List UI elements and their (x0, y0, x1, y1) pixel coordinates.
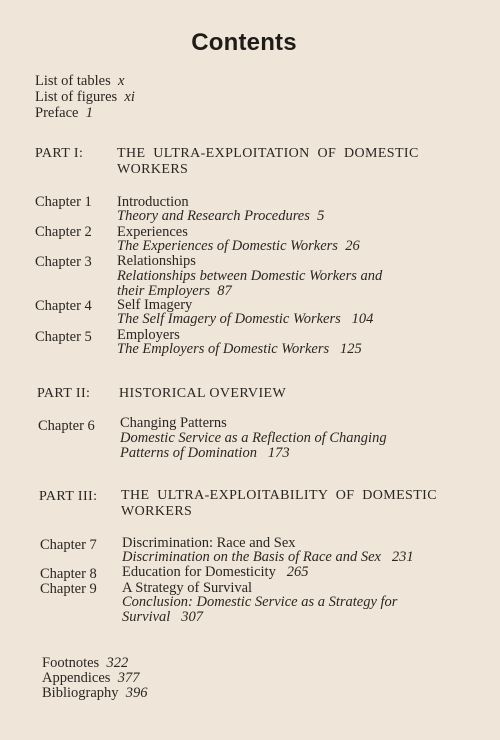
chapter-subtitle (117, 208, 324, 224)
page-title: Contents (191, 29, 297, 56)
chapter-subtitle-text: The Self Imagery of Domestic Workers (117, 311, 341, 327)
entry-label: Bibliography (42, 685, 119, 701)
chapter-label: Chapter 3 (35, 254, 92, 270)
page-number: x (117, 73, 125, 89)
chapter-subtitle (117, 238, 360, 254)
chapter-subtitle: Relationships between Domestic Workers and (117, 268, 383, 284)
page-number: 104 (351, 311, 374, 327)
chapter-label: Chapter 2 (35, 224, 92, 240)
page-number: 87 (217, 283, 232, 299)
part-label: PART III: (39, 489, 98, 504)
entry-label: Preface (35, 105, 79, 121)
page-number: 173 (267, 445, 290, 461)
page-number: 1 (85, 105, 93, 121)
chapter-label: Chapter 1 (35, 194, 92, 210)
front-matter-item (35, 105, 93, 121)
chapter-subtitle (122, 549, 414, 565)
part-title-continued: WORKERS (121, 504, 193, 519)
page-number: 231 (391, 549, 414, 565)
page-number: 5 (317, 208, 325, 224)
page-number: xi (124, 89, 135, 105)
chapter-title: Self Imagery (117, 297, 193, 313)
entry-label: Footnotes (42, 655, 100, 671)
back-matter-item (42, 685, 148, 701)
chapter-label: Chapter 4 (35, 298, 92, 314)
entry-label: Appendices (42, 670, 111, 686)
part-title: THE ULTRA-EXPLOITABILITY OF DOMESTIC (121, 488, 437, 503)
chapter-label: Chapter 6 (38, 418, 95, 434)
page-number: 26 (345, 238, 360, 254)
chapter-title: Introduction (117, 194, 189, 210)
chapter-label: Chapter 5 (35, 329, 92, 345)
chapter-subtitle-continued (122, 609, 203, 625)
chapter-title-text: Education for Domesticity (122, 564, 276, 580)
chapter-title: A Strategy of Survival (122, 580, 253, 596)
entry-label: List of figures (35, 89, 118, 105)
page-number: 307 (181, 609, 203, 625)
page-number: 396 (125, 685, 148, 701)
back-matter-item (42, 655, 128, 671)
chapter-label: Chapter 8 (40, 566, 97, 582)
chapter-label: Chapter 7 (40, 537, 97, 553)
chapter-label: Chapter 9 (40, 581, 97, 597)
chapter-subtitle-continued (120, 445, 290, 461)
page-number: 125 (339, 341, 362, 357)
chapter-subtitle-text: Theory and Research Procedures (117, 208, 310, 224)
front-matter-item (35, 73, 124, 89)
chapter-subtitle (117, 341, 362, 357)
chapter-title: Experiences (117, 224, 188, 240)
entry-label: List of tables (35, 73, 111, 89)
part-title-continued: WORKERS (117, 162, 189, 177)
page-number: 322 (106, 655, 129, 671)
chapter-title: Employers (117, 327, 180, 343)
chapter-subtitle: Domestic Service as a Reflection of Changing (120, 430, 387, 446)
back-matter-item (42, 670, 139, 686)
part-title: THE ULTRA-EXPLOITATION OF DOMESTIC (117, 146, 419, 161)
chapter-subtitle-text: The Experiences of Domestic Workers (117, 238, 338, 254)
chapter-title (122, 564, 308, 580)
part-title: HISTORICAL OVERVIEW (119, 386, 287, 401)
chapter-subtitle-text: The Employers of Domestic Workers (117, 341, 330, 357)
page-number: 265 (286, 564, 309, 580)
front-matter-item (35, 89, 135, 105)
part-label: PART II: (37, 386, 91, 401)
chapter-subtitle-text: Discrimination on the Basis of Race and Sex (122, 549, 381, 565)
chapter-subtitle-text: Patterns of Domination (120, 445, 257, 461)
chapter-title: Changing Patterns (120, 415, 227, 431)
chapter-subtitle (117, 311, 373, 327)
page-number: 377 (117, 670, 140, 686)
chapter-subtitle-text: their Employers (117, 283, 211, 299)
chapter-subtitle-text: Survival (122, 609, 171, 625)
chapter-title: Discrimination: Race and Sex (122, 535, 296, 551)
part-label: PART I: (35, 146, 84, 161)
chapter-subtitle: Conclusion: Domestic Service as a Strategy for (122, 594, 398, 610)
chapter-title: Relationships (117, 253, 196, 269)
